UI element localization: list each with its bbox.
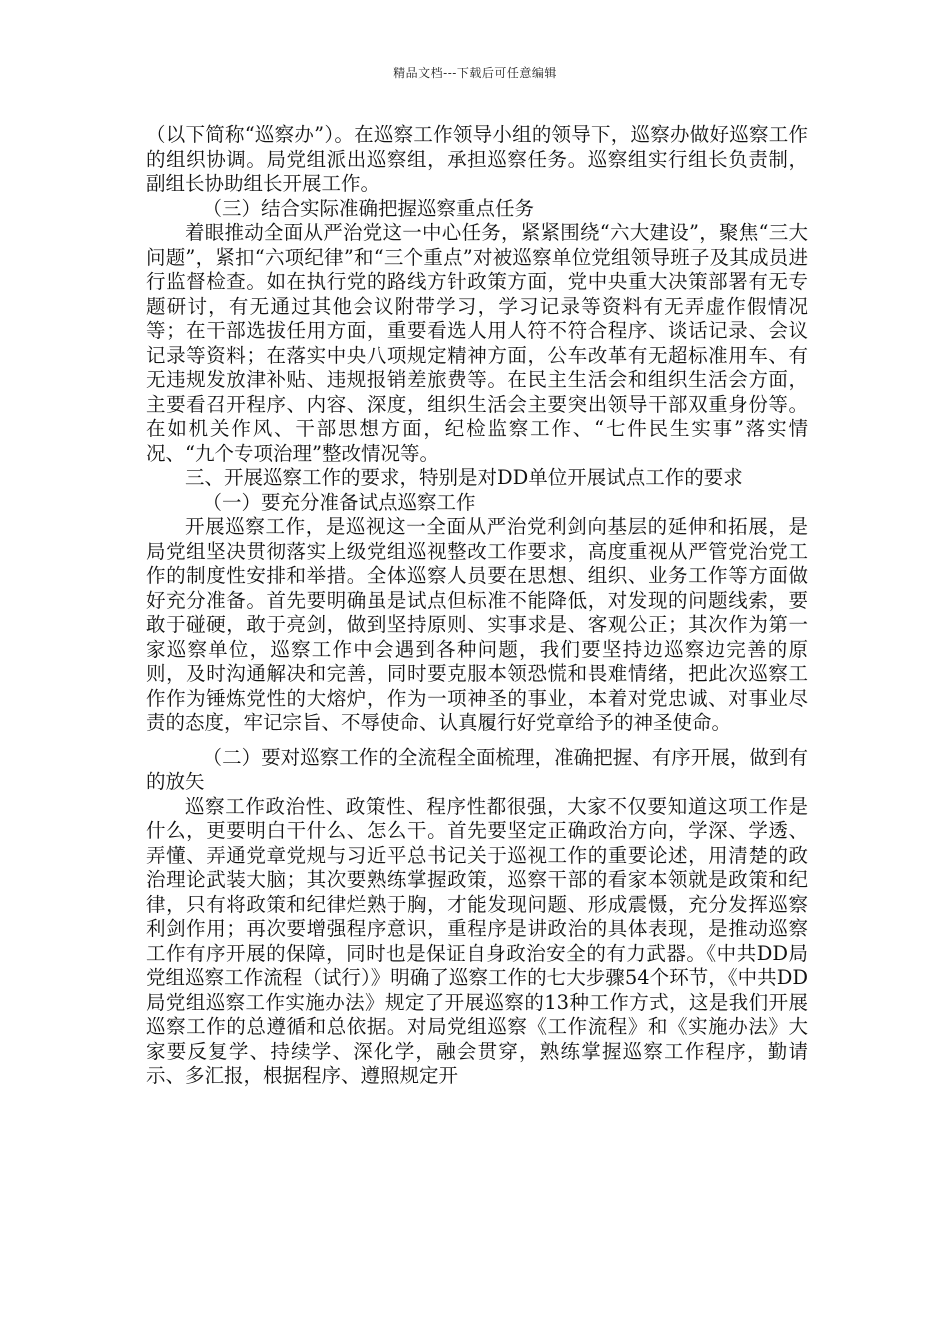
paragraph-continuation: （以下简称“巡察办”）。在巡察工作领导小组的领导下，巡察办做好巡察工作的组织协调。局党组派出巡察组，承担巡察任务。巡察组实行组长负责制，副组长协助组长开展工作。 — [146, 123, 808, 195]
section-heading-1: （一）要充分准备试点巡察工作 — [202, 490, 476, 514]
paragraph-process: 巡察工作政治性、政策性、程序性都很强，大家不仅要知道这项工作是什么，更要明白干什么、怎么干。首先要坚定正确政治方向，学深、学透、弄懂、弄通党章党规与习近平总书记关于巡视工作的重要论述，用清楚的政治理论武装大脑；其次要熟练掌握政策，巡察干部的看家本领就是政策和纪律，只有将政策和纪律烂熟于胸，才能发现问题、形成震慑，充分发挥巡察利剑作用；再次要增强程序意识，重程序是讲政治的具体表现，是推动巡察工作有序开展的保障，同时也是保证自身政治安全的有力武器。《中共DD局党组巡察工作流程（试行）》明确了巡察工作的七大步骤54个环节，《中共DD局党组巡察工作实施办法》规定了开展巡察的13种工作方式，这是我们开展巡察工作的总遵循和总依据。对局党组巡察《工作流程》和《实施办法》大家要反复学、持续学、深化学，融会贯穿，熟练掌握巡察工作程序，勤请示、多汇报，根据程序、遵照规定开 — [146, 794, 808, 1087]
section-heading-requirements: 三、开展巡察工作的要求，特别是对DD单位开展试点工作的要求 — [185, 466, 743, 489]
document-body — [146, 123, 808, 1089]
section-heading-2: （二）要对巡察工作的全流程全面梳理，准确把握、有序开展，做到有的放矢 — [146, 745, 808, 793]
section-heading-3: （三）结合实际准确把握巡察重点任务 — [202, 196, 535, 220]
paragraph-key-tasks: 着眼推动全面从严治党这一中心任务，紧紧围绕“六大建设”，聚焦“三大问题”，紧扣“六项纪律”和“三个重点”对被巡察单位党组领导班子及其成员进行监督检查。如在执行党的路线方针政策方面，党中央重大决策部署有无专题研讨，有无通过其他会议附带学习，学习记录等资料有无弄虚作假情况等；在干部选拔任用方面，重要看选人用人符不符合程序、谈话记录、会议记录等资料；在落实中央八项规定精神方面，公车改革有无超标准用车、有无违规发放津补贴、违规报销差旅费等。在民主生活会和组织生活会方面，主要看召开程序、内容、深度，组织生活会主要突出领导干部双重身份等。在如机关作风、干部思想方面，纪检监察工作、“七件民生实事”落实情况、“九个专项治理”整改情况等。 — [146, 221, 808, 465]
page-header: 精品文档---下载后可任意编辑 — [393, 66, 557, 80]
paragraph-preparation: 开展巡察工作，是巡视这一全面从严治党利剑向基层的延伸和拓展，是局党组坚决贯彻落实上级党组巡视整改工作要求，高度重视从严管党治党工作的制度性安排和举措。全体巡察人员要在思想、组织、业务工作等方面做好充分准备。首先要明确虽是试点但标准不能降低，对发现的问题线索，要敢于碰硬，敢于亮剑，做到坚持原则、实事求是、客观公正；其次作为第一家巡察单位，巡察工作中会遇到各种问题，我们要坚持边巡察边完善的原则，及时沟通解决和完善，同时要克服本领恐慌和畏难情绪，把此次巡察工作作为锤炼党性的大熔炉，作为一项神圣的事业，本着对党忠诚、对事业尽责的态度，牢记宗旨、不辱使命、认真履行好党章给予的神圣使命。 — [146, 515, 808, 734]
